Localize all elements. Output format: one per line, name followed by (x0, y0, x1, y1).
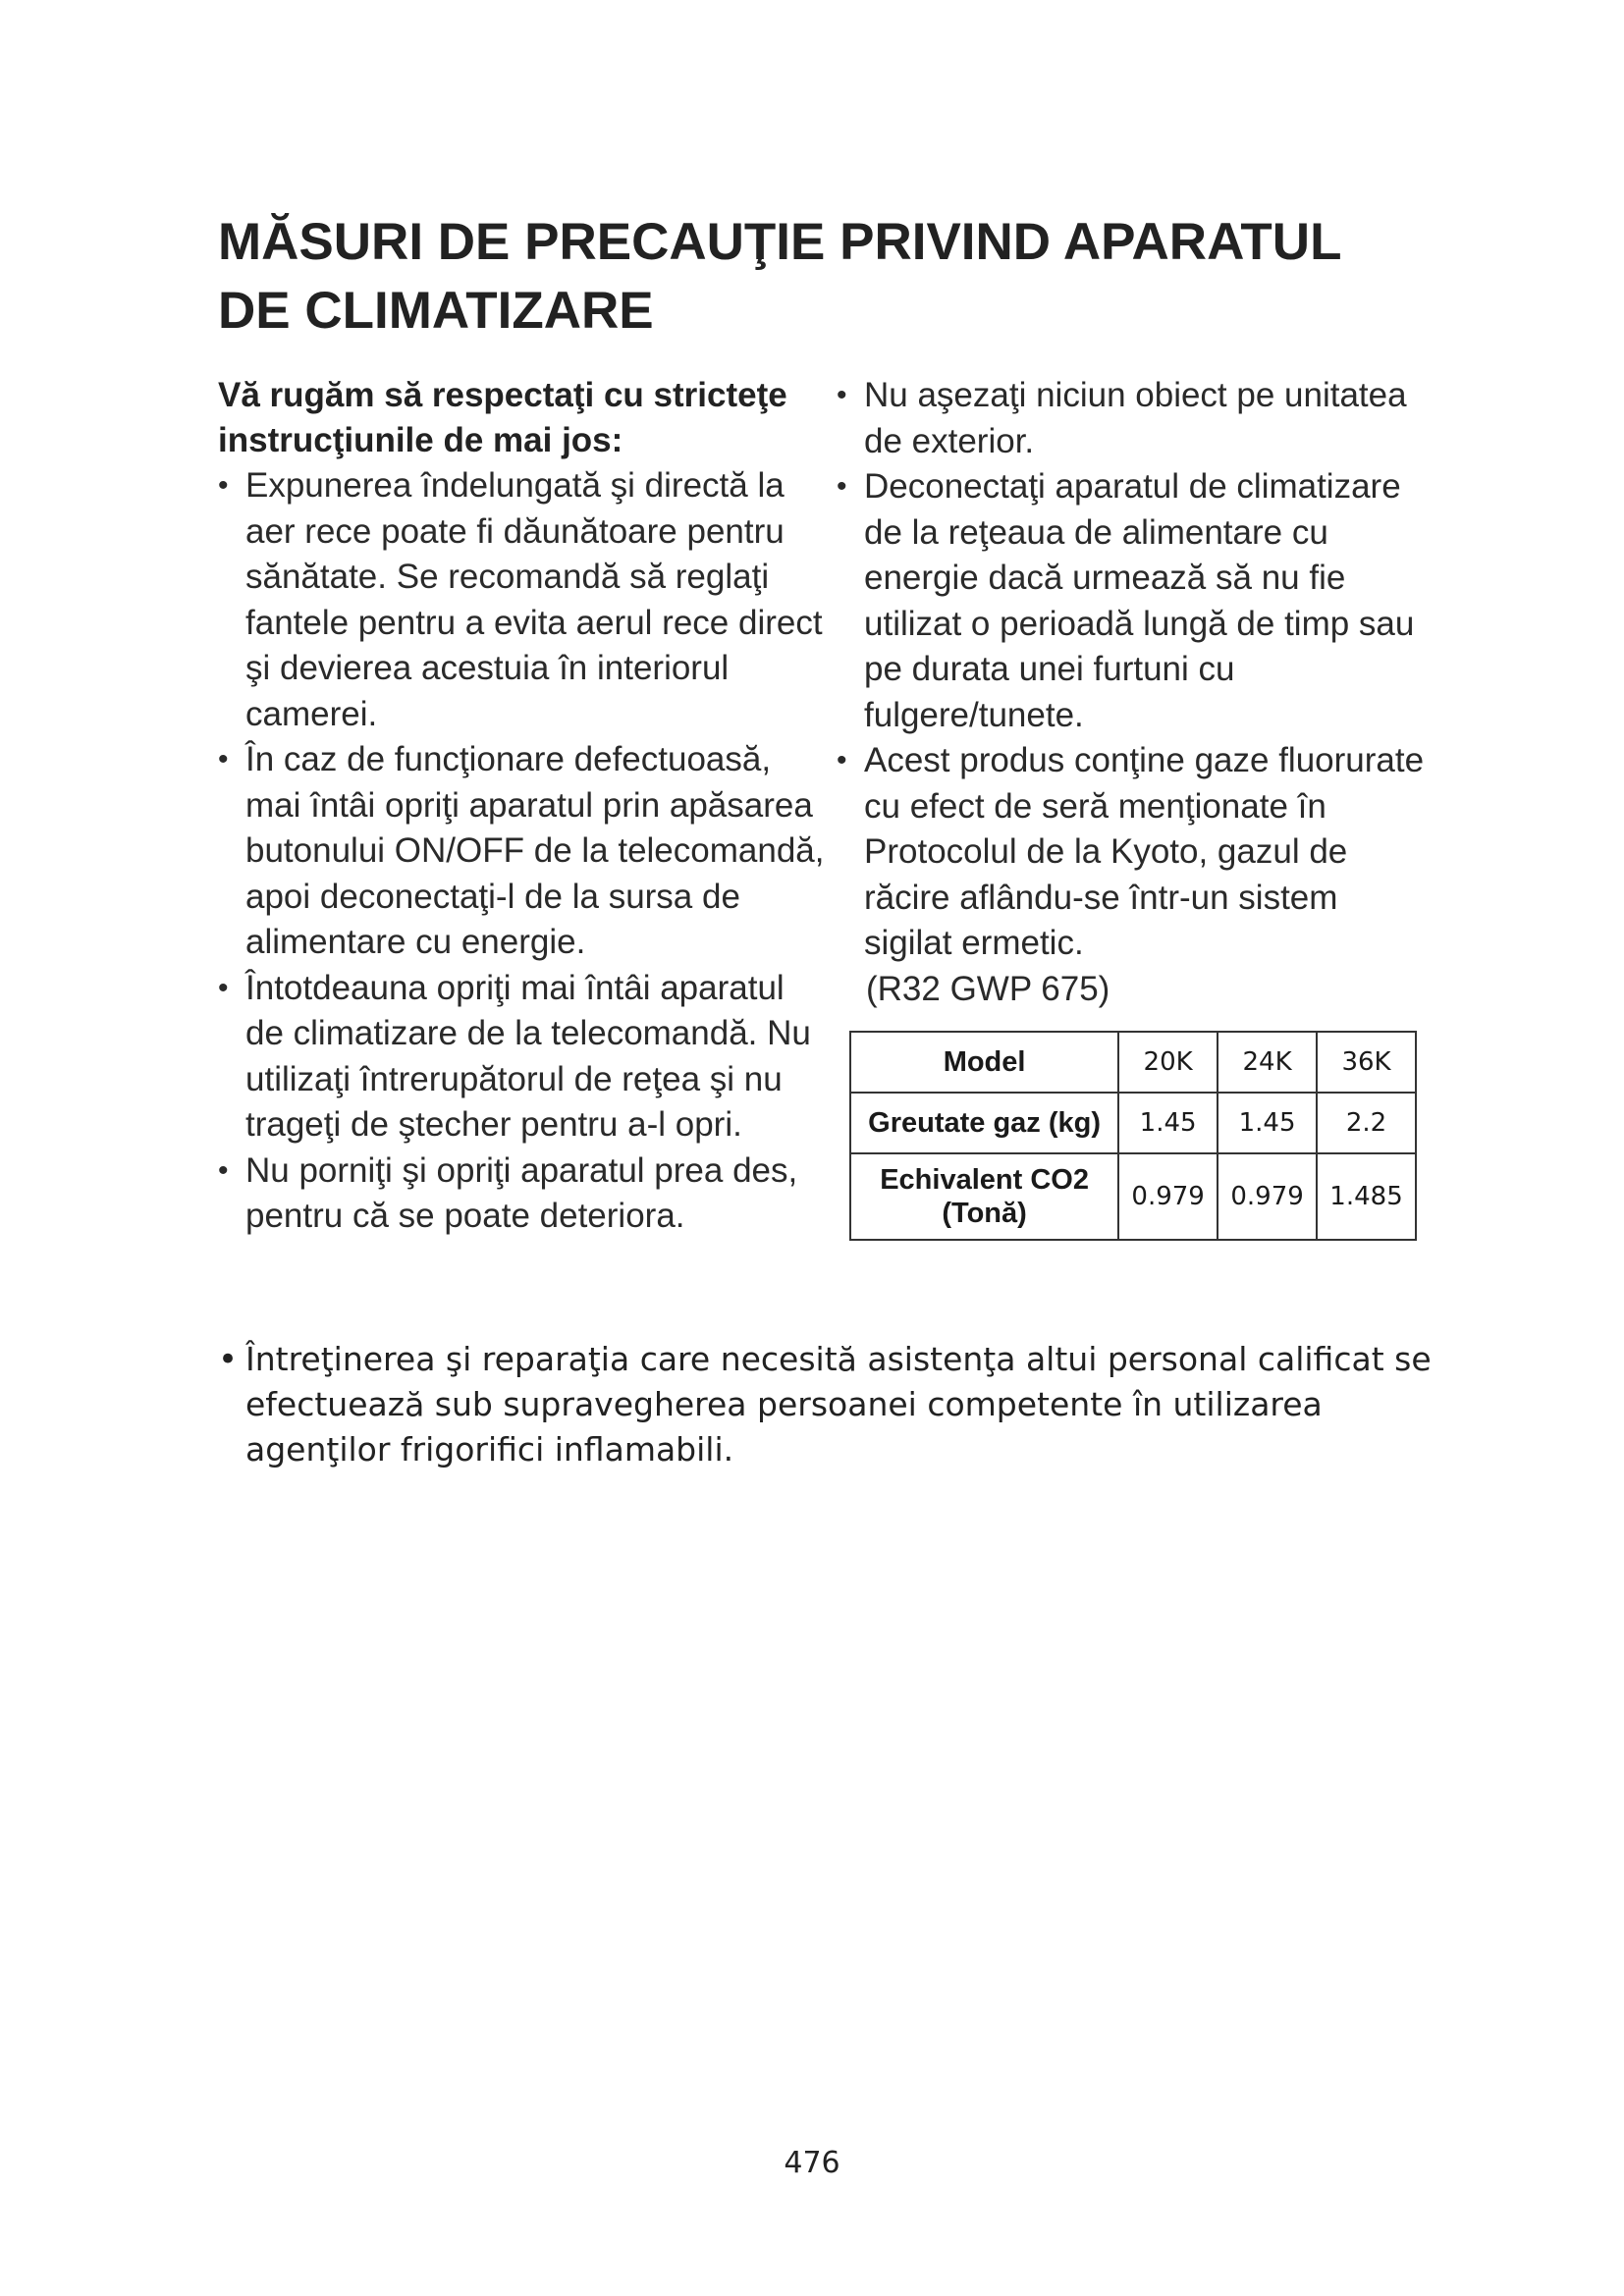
row-label-gas-weight: Greutate gaz (kg) (850, 1093, 1118, 1153)
page-number: 476 (784, 2146, 840, 2180)
table-cell: 1.45 (1118, 1093, 1218, 1153)
table-cell: 0.979 (1118, 1153, 1218, 1240)
list-item: • Nu aşezaţi niciun obiect pe unitatea de exterior. (837, 373, 1426, 464)
gas-table (849, 1031, 1417, 1241)
list-item: • Deconectaţi aparatul de climatizare de la reţeaua de alimentare cu energie dacă urmează să nu fie utilizat o perioadă lungă de timp sau pe durata unei furtuni cu fulgere/tunete. (837, 464, 1426, 738)
row-label-co2: Echivalent CO2 (Tonă) (850, 1153, 1118, 1240)
right-bullet-list (837, 373, 1426, 967)
page-title: MĂSURI DE PRECAUŢIE PRIVIND APARATUL DE CLIMATIZARE (218, 213, 1341, 340)
list-item: • Expunerea îndelungată şi directă la aer rece poate fi dăunătoare pentru sănătate. Se recomandă să reglaţi fantele pentru a evita aerul rece direct şi devierea acestuia în interiorul camerei. (218, 463, 827, 737)
maintenance-note (218, 1337, 1463, 1472)
list-item: • Întotdeauna opriţi mai întâi aparatul de climatizare de la telecomandă. Nu utilizaţi întrerupătorul de reţea şi nu trageţi de ştecher pentru a-l opri. (218, 966, 827, 1148)
table-cell: 0.979 (1218, 1153, 1317, 1240)
table-header-row (850, 1032, 1416, 1093)
table-cell: 2.2 (1317, 1093, 1416, 1153)
table-row (850, 1153, 1416, 1240)
list-item: • Acest produs conţine gaze fluorurate cu efect de seră menţionate în Protocolul de la Kyoto, gazul de răcire aflându-se într-un sistem sigilat ermetic. (837, 738, 1426, 967)
table-cell: 1.45 (1218, 1093, 1317, 1153)
model-36k: 36K (1317, 1032, 1416, 1093)
bullet-dot: • (218, 1340, 239, 1379)
list-item: • În caz de funcţionare defectuoasă, mai întâi opriţi aparatul prin apăsarea butonului ON/OFF de la telecomandă, apoi deconectaţi-l de la sursa de alimentare cu energie. (218, 737, 827, 966)
refrigerant-note: (R32 GWP 675) (866, 969, 1110, 1008)
left-bullet-list (218, 463, 827, 1240)
model-24k: 24K (1218, 1032, 1317, 1093)
model-20k: 20K (1118, 1032, 1218, 1093)
list-item: • Nu porniţi şi opriţi aparatul prea des, pentru că se poate deteriora. (218, 1148, 827, 1240)
right-column (837, 373, 1426, 1012)
model-header: Model (850, 1032, 1118, 1093)
table-row (850, 1093, 1416, 1153)
table-cell: 1.485 (1317, 1153, 1416, 1240)
intro-heading: Vă rugăm să respectaţi cu stricteţe instrucţiunile de mai jos: (218, 376, 787, 459)
maintenance-note-text: Întreţinerea şi reparaţia care necesită asistenţa altui personal calificat se efectuează sub supravegherea persoanei competente în utilizarea agenţilor frigorifici inflamabili. (245, 1340, 1432, 1468)
left-column (218, 373, 827, 1240)
